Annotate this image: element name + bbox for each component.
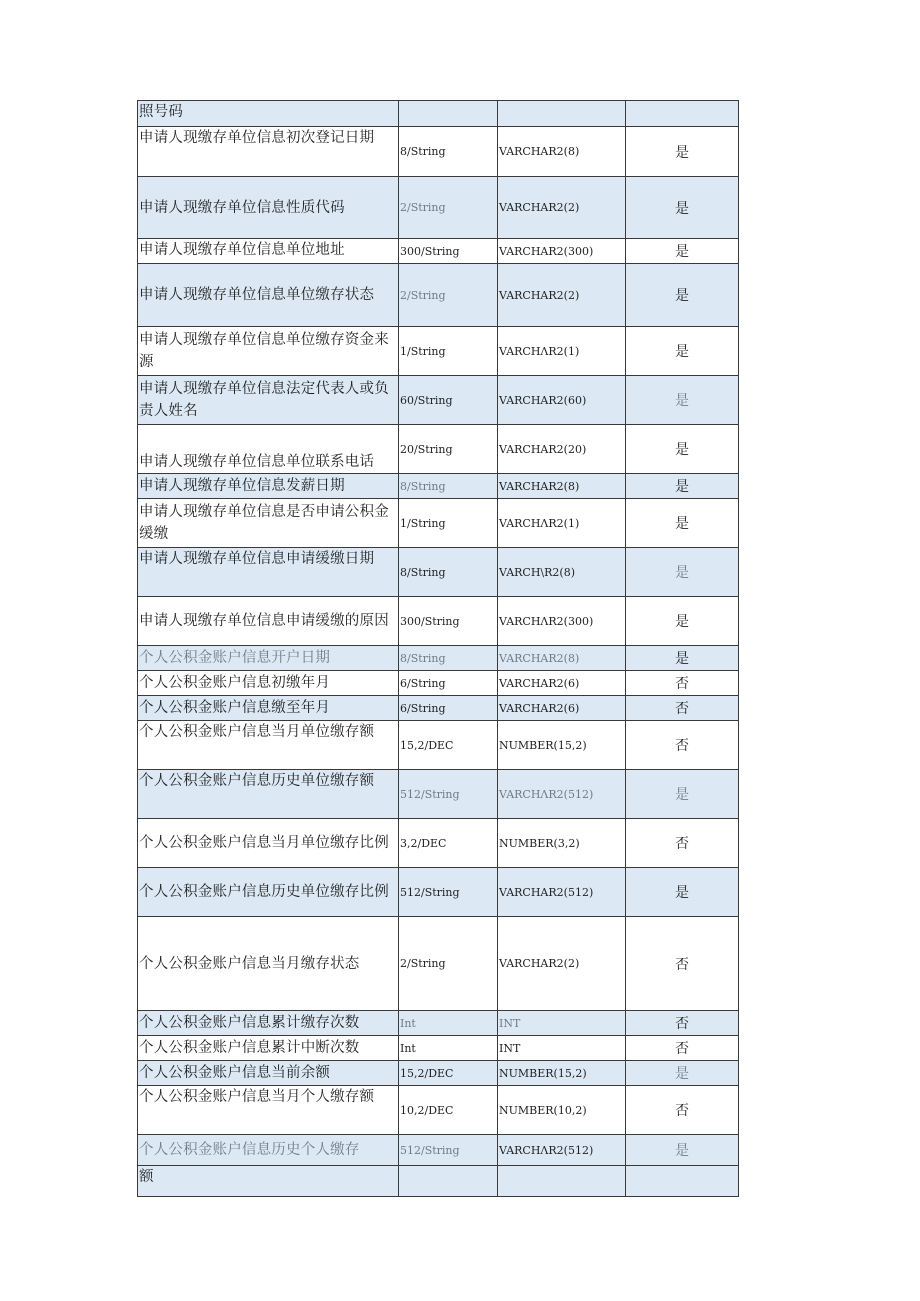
field-type-cell: NUMBER(10,2) — [498, 1086, 626, 1135]
field-type-cell: NUMBER(3,2) — [498, 819, 626, 868]
field-required-cell: 是 — [626, 597, 739, 646]
field-name-cell: 个人公积金账户信息当月单位缴存额 — [138, 721, 399, 770]
field-length-cell: 10,2/DEC — [399, 1086, 498, 1135]
field-name-cell: 个人公积金账户信息累计缴存次数 — [138, 1011, 399, 1036]
field-required-cell: 是 — [626, 1061, 739, 1086]
table-row — [138, 721, 739, 770]
field-length-cell: 512/String — [399, 1135, 498, 1166]
field-type-cell: VARCHAR2(8) — [498, 127, 626, 177]
field-required-cell: 否 — [626, 671, 739, 696]
field-name-cell: 个人公积金账户信息累计中断次数 — [138, 1036, 399, 1061]
field-length-cell: 6/String — [399, 696, 498, 721]
field-type-cell — [498, 1166, 626, 1197]
field-length-cell: 60/String — [399, 376, 498, 425]
field-required-cell: 否 — [626, 1086, 739, 1135]
table-row — [138, 868, 739, 917]
field-length-cell: 20/String — [399, 425, 498, 474]
field-name-cell: 个人公积金账户信息初缴年月 — [138, 671, 399, 696]
table-row — [138, 597, 739, 646]
field-length-cell — [399, 1166, 498, 1197]
table-row — [138, 1061, 739, 1086]
field-name-cell: 个人公积金账户信息开户日期 — [138, 646, 399, 671]
field-type-cell: VARCHΛR2(1) — [498, 499, 626, 548]
field-type-cell: VARCHΛR2(512) — [498, 770, 626, 819]
field-required-cell — [626, 101, 739, 127]
table-row — [138, 376, 739, 425]
field-required-cell: 否 — [626, 819, 739, 868]
field-name-cell: 个人公积金账户信息当前余额 — [138, 1061, 399, 1086]
field-required-cell: 否 — [626, 1036, 739, 1061]
field-required-cell: 是 — [626, 264, 739, 327]
field-required-cell: 是 — [626, 868, 739, 917]
field-required-cell: 否 — [626, 721, 739, 770]
field-length-cell: 2/String — [399, 264, 498, 327]
field-length-cell: 8/String — [399, 127, 498, 177]
table-row — [138, 770, 739, 819]
field-length-cell: Int — [399, 1011, 498, 1036]
field-required-cell: 是 — [626, 327, 739, 376]
field-length-cell: 1/String — [399, 327, 498, 376]
field-type-cell: INT — [498, 1036, 626, 1061]
field-type-cell: VARCHAR2(6) — [498, 696, 626, 721]
table-row — [138, 548, 739, 597]
field-name-cell: 申请人现缴存单位信息法定代表人或负责人姓名 — [138, 376, 399, 425]
field-length-cell: 512/String — [399, 770, 498, 819]
field-name-cell: 申请人现缴存单位信息单位联系电话 — [138, 425, 399, 474]
field-type-cell: INT — [498, 1011, 626, 1036]
field-length-cell: 2/String — [399, 177, 498, 239]
field-required-cell: 是 — [626, 1135, 739, 1166]
table-row — [138, 646, 739, 671]
table-row — [138, 239, 739, 264]
field-name-cell: 个人公积金账户信息当月缴存状态 — [138, 917, 399, 1011]
table-row — [138, 264, 739, 327]
field-name-cell: 申请人现缴存单位信息性质代码 — [138, 177, 399, 239]
field-type-cell: NUMBER(15,2) — [498, 1061, 626, 1086]
table-row — [138, 917, 739, 1011]
field-length-cell: 15,2/DEC — [399, 1061, 498, 1086]
field-type-cell: VARCHAR2(512) — [498, 868, 626, 917]
table-row — [138, 177, 739, 239]
field-name-cell: 个人公积金账户信息缴至年月 — [138, 696, 399, 721]
field-length-cell: 15,2/DEC — [399, 721, 498, 770]
field-type-cell: VARCHAR2(6) — [498, 671, 626, 696]
field-name-cell: 个人公积金账户信息历史单位缴存比例 — [138, 868, 399, 917]
field-type-cell: VARCHAR2(2) — [498, 917, 626, 1011]
field-length-cell: 512/String — [399, 868, 498, 917]
table-row — [138, 327, 739, 376]
field-name-cell: 申请人现缴存单位信息单位缴存资金来源 — [138, 327, 399, 376]
field-type-cell: VARCHAR2(300) — [498, 239, 626, 264]
field-length-cell: 1/String — [399, 499, 498, 548]
field-type-cell: VARCHAR2(2) — [498, 264, 626, 327]
field-required-cell: 否 — [626, 1011, 739, 1036]
field-length-cell: 300/String — [399, 239, 498, 264]
field-length-cell: 2/String — [399, 917, 498, 1011]
table-row — [138, 499, 739, 548]
field-name-cell: 申请人现缴存单位信息初次登记日期 — [138, 127, 399, 177]
table-row — [138, 1135, 739, 1166]
table-row — [138, 819, 739, 868]
table-row — [138, 1011, 739, 1036]
field-required-cell: 是 — [626, 499, 739, 548]
field-required-cell: 是 — [626, 474, 739, 499]
field-name-cell: 额 — [138, 1166, 399, 1197]
field-required-cell: 否 — [626, 917, 739, 1011]
field-type-cell: NUMBER(15,2) — [498, 721, 626, 770]
field-required-cell: 是 — [626, 770, 739, 819]
field-name-cell: 个人公积金账户信息当月个人缴存额 — [138, 1086, 399, 1135]
field-type-cell: VARCHAR2(20) — [498, 425, 626, 474]
field-type-cell: VARCHAR2(60) — [498, 376, 626, 425]
field-type-cell: VARCH\R2(8) — [498, 548, 626, 597]
field-required-cell: 是 — [626, 127, 739, 177]
field-name-cell: 申请人现缴存单位信息单位缴存状态 — [138, 264, 399, 327]
field-length-cell: 300/String — [399, 597, 498, 646]
field-required-cell: 否 — [626, 696, 739, 721]
field-name-cell: 申请人现缴存单位信息申请缓缴日期 — [138, 548, 399, 597]
field-name-cell: 个人公积金账户信息历史个人缴存 — [138, 1135, 399, 1166]
table-row — [138, 474, 739, 499]
field-type-cell: VARCHAR2(8) — [498, 646, 626, 671]
table-body — [138, 101, 739, 1197]
table-row — [138, 1086, 739, 1135]
table-row — [138, 1166, 739, 1197]
field-length-cell: 8/String — [399, 646, 498, 671]
field-length-cell: 8/String — [399, 548, 498, 597]
table-row — [138, 671, 739, 696]
field-name-cell: 申请人现缴存单位信息单位地址 — [138, 239, 399, 264]
table-row — [138, 425, 739, 474]
field-required-cell — [626, 1166, 739, 1197]
field-required-cell: 是 — [626, 177, 739, 239]
field-type-cell: VARCHAR2(8) — [498, 474, 626, 499]
field-length-cell — [399, 101, 498, 127]
field-name-cell: 照号码 — [138, 101, 399, 127]
field-type-cell: VARCHΛR2(1) — [498, 327, 626, 376]
table-row — [138, 696, 739, 721]
field-name-cell: 个人公积金账户信息历史单位缴存额 — [138, 770, 399, 819]
field-required-cell: 是 — [626, 376, 739, 425]
field-required-cell: 是 — [626, 548, 739, 597]
field-name-cell: 申请人现缴存单位信息申请缓缴的原因 — [138, 597, 399, 646]
field-required-cell: 是 — [626, 646, 739, 671]
field-length-cell: Int — [399, 1036, 498, 1061]
field-name-cell: 个人公积金账户信息当月单位缴存比例 — [138, 819, 399, 868]
field-type-cell: VARCHΛR2(300) — [498, 597, 626, 646]
field-required-cell: 是 — [626, 239, 739, 264]
field-name-cell: 申请人现缴存单位信息是否申请公积金缓缴 — [138, 499, 399, 548]
field-spec-table — [137, 100, 739, 1197]
table-row — [138, 101, 739, 127]
field-type-cell: VARCHΛR2(512) — [498, 1135, 626, 1166]
field-length-cell: 6/String — [399, 671, 498, 696]
table-row — [138, 1036, 739, 1061]
field-name-cell: 申请人现缴存单位信息发薪日期 — [138, 474, 399, 499]
field-type-cell — [498, 101, 626, 127]
field-length-cell: 3,2/DEC — [399, 819, 498, 868]
field-type-cell: VARCHAR2(2) — [498, 177, 626, 239]
table-row — [138, 127, 739, 177]
field-required-cell: 是 — [626, 425, 739, 474]
field-length-cell: 8/String — [399, 474, 498, 499]
